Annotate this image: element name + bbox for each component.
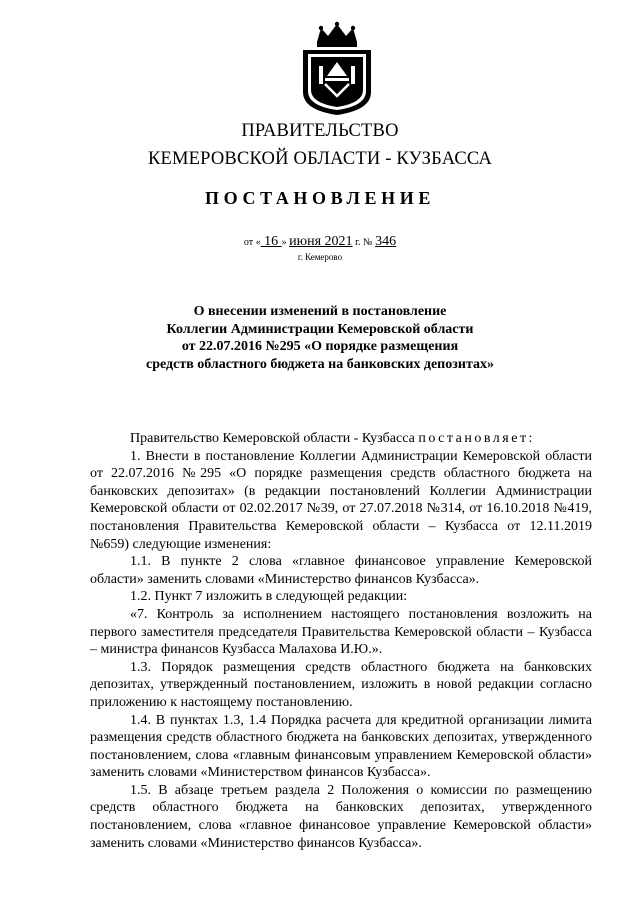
intro-decree-word: постановляет: [418, 431, 535, 446]
document-type: ПОСТАНОВЛЕНИЕ [205, 188, 435, 208]
paragraph-1-1: 1.1. В пункте 2 слова «главное финансовое управление Кемеровской области» заменить словами «Министерство финансов Кузбасса». [90, 554, 592, 587]
paragraph-7-quote: «7. Контроль за исполнением настоящего постановления возложить на первого заместителя председателя Правительства Кемеровской области – Кузбасса – министра финансов Кузбасса Малахова И.Ю.». [90, 606, 592, 658]
paragraph-1-5: 1.5. В абзаце третьем раздела 2 Положения о комиссии по размещению средств областного бюджета на банковских депозитах, утвержденного постановлением, слова «главное финансовое управление Кемеровской области» заменить словами «Министерство финансов Кузбасса». [90, 782, 592, 851]
coat-of-arms-icon [295, 20, 379, 116]
paragraph-1-3: 1.3. Порядок размещения средств областного бюджета на банковских депозитах, утвержденный постановлением, изложить в новой редакции согласно приложению к настоящему постановлению. [90, 659, 592, 710]
date-line [0, 234, 640, 250]
document-number: 346 [375, 234, 397, 249]
city: г. Кемерово [297, 252, 343, 262]
paragraph-1: 1. Внести в постановление Коллегии Администрации Кемеровской области от 22.07.2016 №295 «О порядке размещения средств областного бюджета на банковских депозитах» (в редакции постановлений Коллегии Администрации Кемеровской области от 02.02.2017 №39, от 27.07.2018 №314, от 16.10.2018 №419, постановления Правительства Кемеровской области – Кузбасса от 12.11.2019 №659) следующие изменения: [90, 448, 592, 552]
paragraph-1-4: 1.4. В пунктах 1.3, 1.4 Порядка расчета для кредитной организации лимита размещения средств областного бюджета на банковских депозитах, утвержденного постановлением, слова «главным финансовым управлением Кемеровской области» заменить словами «Министерством финансов Кузбасса». [90, 712, 592, 781]
document-body [90, 430, 592, 852]
org-name-line2: КЕМЕРОВСКОЙ ОБЛАСТИ - КУЗБАССА [147, 149, 493, 169]
date-year-suffix: г. № [352, 237, 376, 248]
date-prefix: от « [243, 237, 261, 248]
org-name-line1: ПРАВИТЕЛЬСТВО [241, 121, 399, 141]
title-line: О внесении изменений в постановление [193, 304, 447, 319]
intro-text: Правительство Кемеровской области - Кузбасса [130, 431, 419, 446]
date-day: 16 [260, 234, 282, 249]
title-line: средств областного бюджета на банковских депозитах» [146, 356, 494, 372]
title-line: Коллегии Администрации Кемеровской области [166, 321, 474, 337]
date-month-year: июня 2021 [289, 234, 353, 249]
title-line: от 22.07.2016 №295 «О порядке размещения [181, 339, 459, 354]
document-title [110, 303, 530, 373]
intro-paragraph [90, 430, 592, 448]
date-sep: » [281, 237, 290, 248]
paragraph-1-2: 1.2. Пункт 7 изложить в следующей редакции: [130, 589, 408, 605]
